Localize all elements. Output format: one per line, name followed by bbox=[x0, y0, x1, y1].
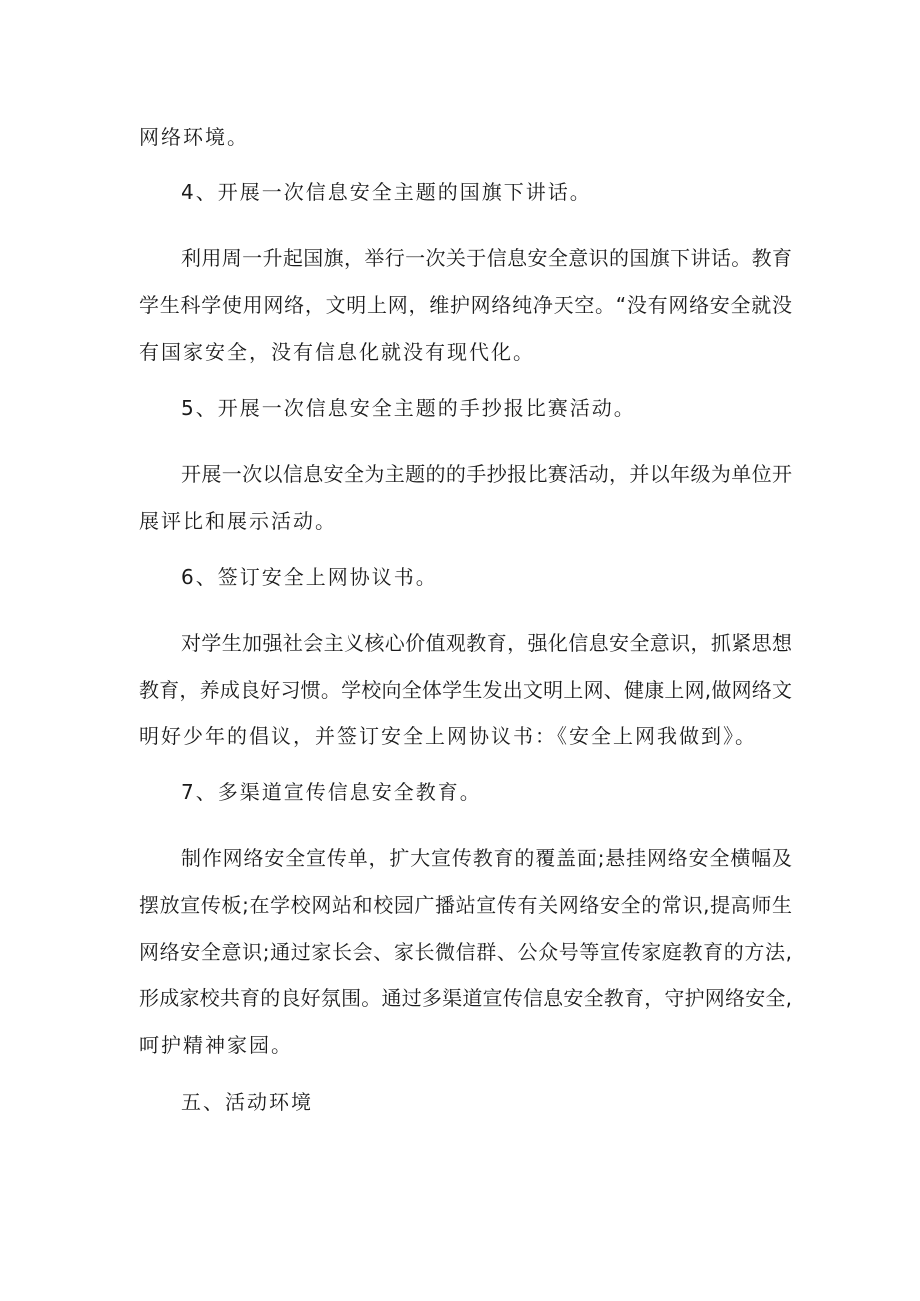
item-6-heading: 6、签订安全上网协议书。 bbox=[181, 565, 438, 589]
section-5-heading: 五、活动环境 bbox=[181, 1090, 313, 1114]
item-6-body-line-1: 对学生加强社会主义核心价值观教育，强化信息安全意识，抓紧思想 bbox=[181, 631, 792, 655]
item-5-body-line-1: 开展一次以信息安全为主题的的手抄报比赛活动，并以年级为单位开 bbox=[181, 462, 792, 486]
item-7-body-line-2: 摆放宣传板;在学校网站和校园广播站宣传有关网络安全的常识,提高师生 bbox=[139, 893, 792, 917]
item-5-body-line-2: 展评比和展示活动。 bbox=[139, 509, 337, 533]
item-4-body-line-3: 有国家安全，没有信息化就没有现代化。 bbox=[139, 340, 535, 364]
item-6-body-line-2: 教育，养成良好习惯。学校向全体学生发出文明上网、健康上网,做网络文 bbox=[139, 678, 792, 702]
item-4-heading: 4、开展一次信息安全主题的国旗下讲话。 bbox=[181, 180, 592, 204]
item-7-body-line-4: 形成家校共育的良好氛围。通过多渠道宣传信息安全教育，守护网络安全, bbox=[139, 986, 792, 1010]
item-7-body-line-3: 网络安全意识;通过家长会、家长微信群、公众号等宣传家庭教育的方法, bbox=[139, 940, 792, 964]
item-7-body-line-1: 制作网络安全宣传单，扩大宣传教育的覆盖面;悬挂网络安全横幅及 bbox=[181, 846, 792, 870]
item-4-body-line-2: 学生科学使用网络，文明上网，维护网络纯净天空。“没有网络安全就没 bbox=[139, 293, 792, 317]
item-5-heading: 5、开展一次信息安全主题的手抄报比赛活动。 bbox=[181, 396, 636, 420]
item-4-body-line-1: 利用周一升起国旗，举行一次关于信息安全意识的国旗下讲话。教育 bbox=[181, 246, 792, 270]
item-7-heading: 7、多渠道宣传信息安全教育。 bbox=[181, 780, 482, 804]
item-7-body-line-5: 呵护精神家园。 bbox=[139, 1033, 293, 1057]
item-6-body-line-3: 明好少年的倡议，并签订安全上网协议书：《安全上网我做到》。 bbox=[139, 724, 757, 748]
continuation-line: 网络环境。 bbox=[139, 125, 249, 149]
